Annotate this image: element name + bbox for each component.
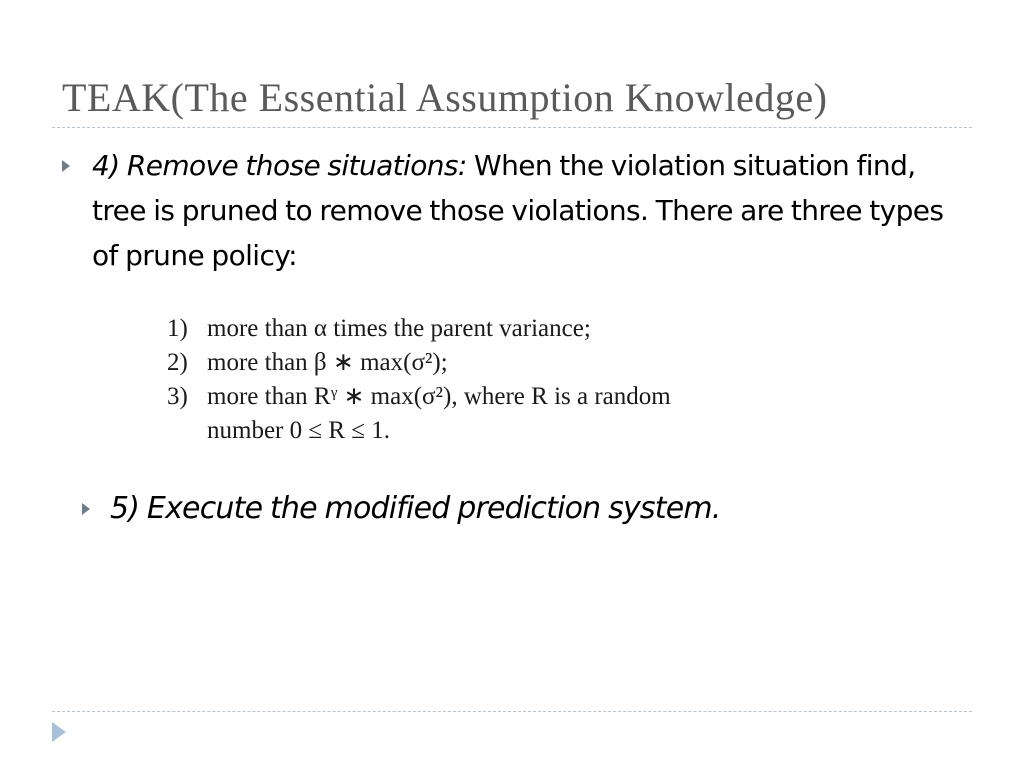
policy-number: 1) bbox=[167, 315, 188, 342]
policy-item bbox=[167, 312, 857, 346]
footer-divider bbox=[52, 711, 972, 712]
bullet-body: When the violation situation find, tree is pruned to remove those violations. There are three types of prune policy: bbox=[92, 149, 944, 272]
next-slide-icon[interactable] bbox=[52, 722, 66, 742]
policy-item bbox=[167, 380, 857, 414]
bullet-remove-situations bbox=[92, 143, 972, 278]
policy-number: 2) bbox=[167, 349, 188, 376]
policy-number: 3) bbox=[167, 383, 188, 410]
bullet-triangle-icon bbox=[62, 160, 70, 172]
prune-policy-list bbox=[167, 312, 857, 448]
policy-continuation: number 0 ≤ R ≤ 1. bbox=[207, 417, 390, 444]
slide-title: TEAK(The Essential Assumption Knowledge) bbox=[62, 75, 828, 120]
policy-text: more than α times the parent variance; bbox=[207, 315, 591, 342]
bullet-triangle-icon bbox=[82, 503, 90, 515]
title-divider bbox=[52, 127, 972, 128]
policy-text: more than β ∗ max(σ²); bbox=[207, 349, 448, 376]
policy-item bbox=[167, 346, 857, 380]
bullet-execute-system: 5) Execute the modified prediction system. bbox=[110, 491, 721, 526]
policy-text: more than Rᵞ ∗ max(σ²), where R is a random bbox=[207, 383, 671, 410]
bullet-lead: 4) Remove those situations: bbox=[92, 149, 467, 182]
